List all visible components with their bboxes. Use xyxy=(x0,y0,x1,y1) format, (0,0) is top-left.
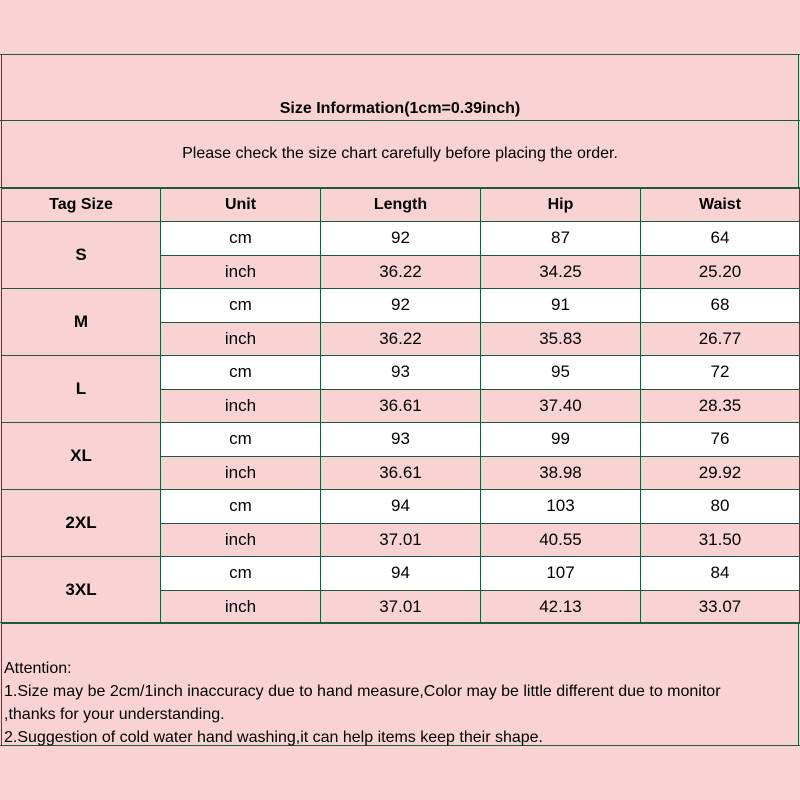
waist-cell: 80 xyxy=(641,490,800,524)
tag-size-cell: L xyxy=(2,356,161,423)
hip-cell: 37.40 xyxy=(481,389,641,423)
attention-line-2: ,thanks for your understanding. xyxy=(4,706,225,723)
attention-heading: Attention: xyxy=(4,660,72,677)
hip-cell: 95 xyxy=(481,356,641,390)
unit-cell: inch xyxy=(161,523,321,557)
hip-cell: 34.25 xyxy=(481,255,641,289)
length-cell: 93 xyxy=(321,423,481,457)
hip-cell: 42.13 xyxy=(481,590,641,624)
hip-cell: 35.83 xyxy=(481,322,641,356)
length-cell: 36.22 xyxy=(321,322,481,356)
length-cell: 36.61 xyxy=(321,456,481,490)
attention-notes xyxy=(0,622,800,746)
waist-cell: 31.50 xyxy=(641,523,800,557)
unit-cell: cm xyxy=(161,356,321,390)
header-length: Length xyxy=(321,189,481,222)
unit-cell: inch xyxy=(161,255,321,289)
header-unit: Unit xyxy=(161,189,321,222)
unit-cell: cm xyxy=(161,289,321,323)
waist-cell: 25.20 xyxy=(641,255,800,289)
waist-cell: 84 xyxy=(641,557,800,591)
tag-size-cell: 3XL xyxy=(2,557,161,624)
table-row xyxy=(2,557,800,591)
hip-cell: 99 xyxy=(481,423,641,457)
unit-cell: cm xyxy=(161,423,321,457)
unit-cell: cm xyxy=(161,490,321,524)
length-cell: 94 xyxy=(321,490,481,524)
header-tag-size: Tag Size xyxy=(2,189,161,222)
tag-size-cell: 2XL xyxy=(2,490,161,557)
unit-cell: cm xyxy=(161,222,321,256)
waist-cell: 28.35 xyxy=(641,389,800,423)
waist-cell: 68 xyxy=(641,289,800,323)
hip-cell: 38.98 xyxy=(481,456,641,490)
table-row xyxy=(2,423,800,457)
waist-cell: 76 xyxy=(641,423,800,457)
attention-line-3: 2.Suggestion of cold water hand washing,it can help items keep their shape. xyxy=(4,729,543,746)
length-cell: 37.01 xyxy=(321,590,481,624)
table-header-row xyxy=(2,189,800,222)
length-cell: 93 xyxy=(321,356,481,390)
unit-cell: cm xyxy=(161,557,321,591)
unit-cell: inch xyxy=(161,322,321,356)
length-cell: 36.22 xyxy=(321,255,481,289)
table-row xyxy=(2,289,800,323)
attention-line-1: 1.Size may be 2cm/1inch inaccuracy due to hand measure,Color may be little different due to monitor xyxy=(4,683,721,700)
waist-cell: 64 xyxy=(641,222,800,256)
length-cell: 92 xyxy=(321,289,481,323)
header-waist: Waist xyxy=(641,189,800,222)
waist-cell: 29.92 xyxy=(641,456,800,490)
length-cell: 37.01 xyxy=(321,523,481,557)
table-row xyxy=(2,490,800,524)
length-cell: 94 xyxy=(321,557,481,591)
unit-cell: inch xyxy=(161,389,321,423)
waist-cell: 26.77 xyxy=(641,322,800,356)
hip-cell: 107 xyxy=(481,557,641,591)
table-row xyxy=(2,222,800,256)
tag-size-cell: M xyxy=(2,289,161,356)
unit-cell: inch xyxy=(161,590,321,624)
tag-size-cell: XL xyxy=(2,423,161,490)
hip-cell: 91 xyxy=(481,289,641,323)
unit-cell: inch xyxy=(161,456,321,490)
size-table xyxy=(1,188,800,624)
chart-subtitle: Please check the size chart carefully before placing the order. xyxy=(0,121,800,188)
waist-cell: 72 xyxy=(641,356,800,390)
header-hip: Hip xyxy=(481,189,641,222)
length-cell: 36.61 xyxy=(321,389,481,423)
chart-title: Size Information(1cm=0.39inch) xyxy=(0,55,800,121)
table-row xyxy=(2,356,800,390)
waist-cell: 33.07 xyxy=(641,590,800,624)
tag-size-cell: S xyxy=(2,222,161,289)
hip-cell: 87 xyxy=(481,222,641,256)
hip-cell: 103 xyxy=(481,490,641,524)
hip-cell: 40.55 xyxy=(481,523,641,557)
length-cell: 92 xyxy=(321,222,481,256)
